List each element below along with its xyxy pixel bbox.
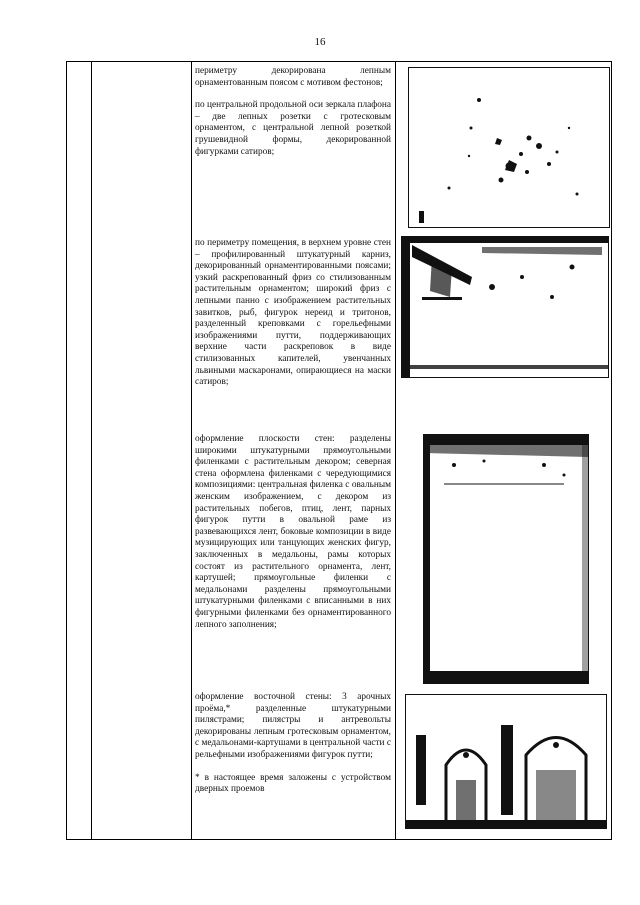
text-section-3: [195, 434, 391, 642]
paragraph: * в настоящее время заложены с устройством дверных проемов: [195, 772, 391, 795]
text-section-2: [195, 238, 391, 400]
column-divider: [191, 62, 192, 839]
paragraph: по центральной продольной оси зеркала плафона – две лепных розетки с гротесковым орнаментом, с центральной лепной розеткой грушевидной формы, декорированной фигурками сатиров;: [195, 100, 391, 157]
page-number: 16: [314, 36, 326, 48]
column-divider: [395, 62, 396, 839]
text-section-4: [195, 692, 391, 807]
east-wall-arches-photo: [405, 694, 607, 829]
description-table: [66, 61, 612, 840]
paragraph: оформление плоскости стен: разделены широкими штукатурными прямоугольными филенками с растительным декором; северная стена оформлена филенками с чередующимися композициями: центральная филенка с овальным женским изображением, с декором из растительных побегов, птиц, лент, парных фигурок путти в овальной раме из развевающихся лент, боковые композиции в виде музицирующих или танцующих женских фигур, заключенных в медальоны, рамы которых состоят из растительного орнамента, лент, картушей; прямоугольные филенки с медальонами разделены прямоугольными штукатурными филенками с вписанными в них фигурными филенками без орнаментированного лепного заполнения;: [195, 434, 391, 630]
cornice-frieze-photo: [401, 236, 609, 378]
text-section-1: [195, 66, 391, 169]
wall-panel-photo: [423, 434, 589, 684]
paragraph: по периметру помещения, в верхнем уровне стен – профилированный штукатурный карниз, декорированный орнаментированными поясами; узкий раскрепованный фриз со стилизованным растительным орнаментом; широкий фриз с лепными панно с изображением растительных завитков, рыб, фигурок нереид и тритонов, разделенный креповками с горельефными изображениями путти, поддерживающих верхние части раскреповок в виде стилизованных капителей, увенчанных львиными маскаронами, опирающиеся на маски сатиров;: [195, 238, 391, 388]
paragraph: оформление восточной стены: 3 арочных проёма,* разделенные штукатурными пилястрами; пилястры и антревольты декорированы лепным гротесковым орнаментом, с медальонами-картушами в центральной части с рельефными изображениями фигурок путти;: [195, 692, 391, 760]
column-divider: [91, 62, 92, 839]
ceiling-rosette-photo: [408, 67, 610, 228]
paragraph: периметру декорирована лепным орнаментованным поясом с мотивом фестонов;: [195, 66, 391, 88]
